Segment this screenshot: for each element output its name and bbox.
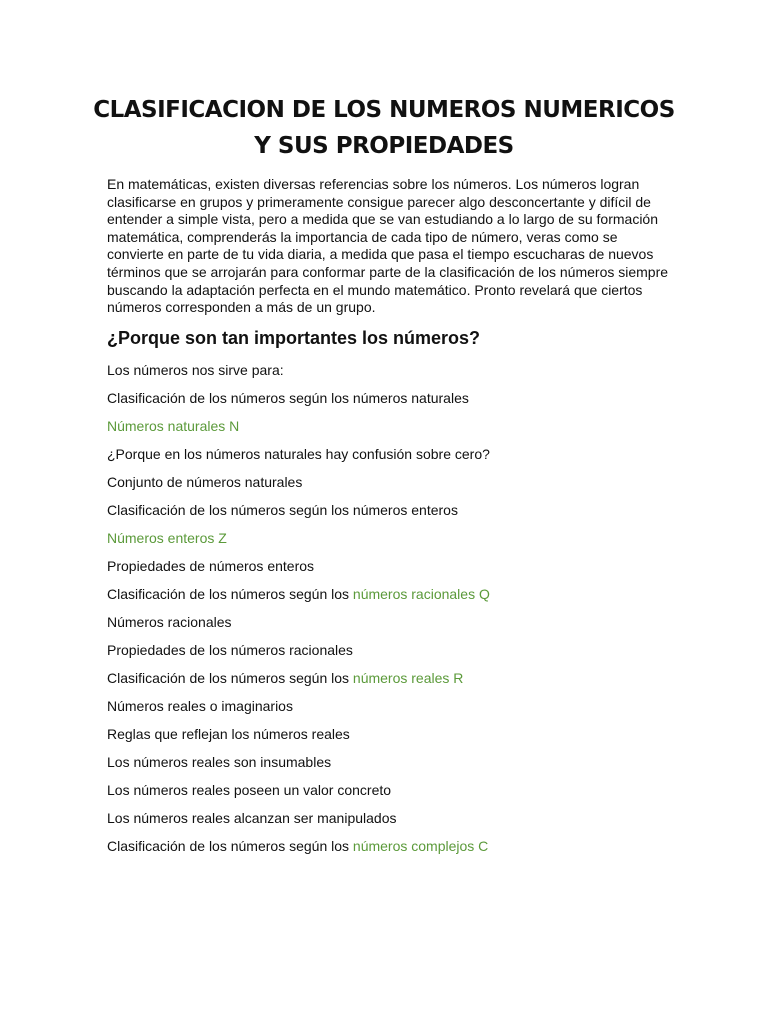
section-heading: ¿Porque son tan importantes los números? bbox=[107, 328, 481, 348]
list-item bbox=[107, 501, 458, 519]
list-item-text: Propiedades de números enteros bbox=[107, 558, 315, 574]
list-item bbox=[107, 809, 397, 827]
list-item-link[interactable]: Números enteros Z bbox=[107, 530, 227, 546]
list-item-link[interactable]: números racionales Q bbox=[352, 586, 490, 602]
intro-line: matemática, comprenderás la importancia de cada tipo de número, veras como se bbox=[107, 228, 618, 245]
list-item bbox=[107, 361, 284, 379]
list-item-text: Reglas que reflejan los números reales bbox=[107, 726, 350, 742]
list-item[interactable] bbox=[107, 529, 227, 547]
list-item-text: Los números nos sirve para: bbox=[107, 362, 284, 378]
list-item bbox=[107, 669, 463, 687]
list-item-link[interactable]: números reales R bbox=[352, 670, 464, 686]
list-item bbox=[107, 753, 331, 771]
list-item-text: Conjunto de números naturales bbox=[107, 474, 303, 490]
list-item bbox=[107, 725, 350, 743]
list-item-text: Números reales o imaginarios bbox=[107, 698, 293, 714]
list-item-text: Clasificación de los números según los bbox=[107, 586, 353, 602]
intro-line: números corresponden a más de un grupo. bbox=[107, 299, 376, 316]
list-item bbox=[107, 837, 488, 855]
list-item-text: Clasificación de los números según los números enteros bbox=[107, 502, 458, 518]
list-item-text: Los números reales poseen un valor concreto bbox=[107, 782, 392, 798]
document-title-line-2: Y SUS PROPIEDADES bbox=[254, 133, 514, 159]
intro-line: En matemáticas, existen diversas referencias sobre los números. Los números logran bbox=[107, 176, 640, 192]
intro-line: entender a simple vista, pero a medida que se van estudiando a lo largo de su formación bbox=[107, 211, 659, 228]
list-item[interactable] bbox=[107, 417, 239, 435]
list-item bbox=[107, 697, 293, 715]
list-item-text: Los números reales son insumables bbox=[107, 754, 332, 770]
list-item bbox=[107, 781, 391, 799]
list-item-link[interactable]: números complejos C bbox=[352, 838, 489, 854]
list-item-text: Clasificación de los números según los números naturales bbox=[107, 390, 469, 406]
list-item bbox=[107, 557, 314, 575]
list-item bbox=[107, 389, 469, 407]
list-item-text: Propiedades de los números racionales bbox=[107, 642, 353, 658]
list-item bbox=[107, 445, 490, 463]
list-item-text: Clasificación de los números según los bbox=[107, 670, 353, 686]
intro-line: buscando la adaptación perfecta en el mundo matemático. Pronto revelará que ciertos bbox=[107, 281, 643, 298]
list-item-text: Clasificación de los números según los bbox=[107, 838, 353, 854]
intro-line: términos que se arrojarán para conformar parte de la clasificación de los números siempre bbox=[107, 263, 669, 280]
intro-line: clasificarse en grupos y primeramente consigue parecer algo desconcertante y difícil de bbox=[107, 193, 651, 210]
list-item bbox=[107, 473, 302, 491]
list-item-text: Números racionales bbox=[107, 614, 232, 630]
intro-line: convierte en parte de tu vida diaria, a medida que pasa el tiempo escucharas de nuevos bbox=[107, 246, 654, 263]
list-item-link[interactable]: Números naturales N bbox=[107, 418, 240, 434]
list-item bbox=[107, 585, 490, 603]
list-item-text: ¿Porque en los números naturales hay confusión sobre cero? bbox=[107, 446, 490, 462]
document-title-line-1: CLASIFICACION DE LOS NUMEROS NUMERICOS bbox=[93, 97, 675, 123]
intro-paragraph bbox=[107, 176, 667, 317]
list-item-text: Los números reales alcanzan ser manipulados bbox=[107, 810, 397, 826]
list-item bbox=[107, 613, 232, 631]
list-item bbox=[107, 641, 353, 659]
